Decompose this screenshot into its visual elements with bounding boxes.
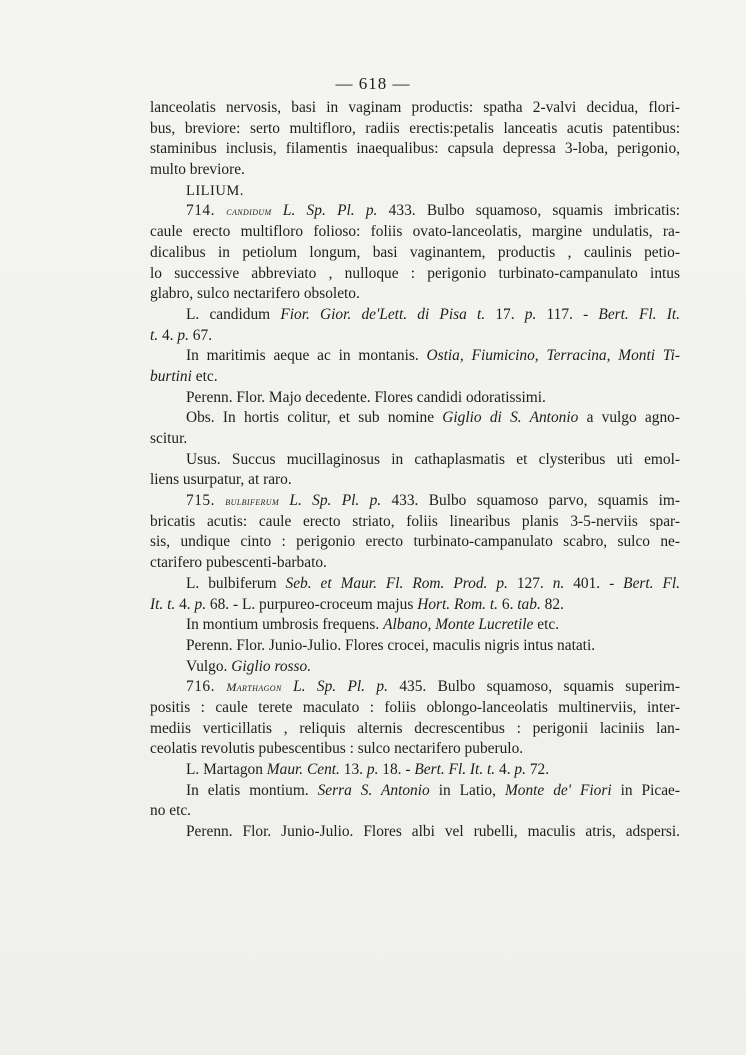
- text-line: dicalibus in petiolum longum, basi vaginantem, productis , caulinis petio-: [150, 243, 680, 261]
- flowering-line: Perenn. Flor. Junio-Julio. Flores crocei, maculis nigris intus natati.: [186, 636, 596, 654]
- observation-text: Obs. In hortis colitur, et sub nomine: [186, 409, 435, 427]
- synonym-name: L. candidum: [186, 305, 271, 323]
- species-number: 716.: [186, 678, 215, 696]
- reference: p.: [194, 595, 207, 613]
- text-line: mediis verticillatis , reliquis alternis decrescentibus : perigonii laciniis lan-: [150, 719, 680, 737]
- reference: Bert. Fl. It.: [598, 305, 680, 323]
- observation-text: a vulgo agno-: [586, 409, 680, 427]
- reference: Bert. Fl.: [623, 574, 680, 592]
- species-name: candidum: [226, 204, 272, 219]
- synonym-line: [150, 326, 680, 347]
- text-line: lanceolatis nervosis, basi in vaginam productis: spatha 2-valvi decidua, flori-: [150, 99, 680, 116]
- synonym-name: L. Martagon: [186, 761, 263, 778]
- vernacular-name: Giglio di S. Antonio: [442, 409, 579, 427]
- reference: p.: [524, 305, 537, 323]
- reference-number: 82.: [544, 595, 564, 613]
- species-description: 435. Bulbo squamoso, squamis superim-: [399, 678, 680, 696]
- species-number: 714.: [186, 202, 215, 220]
- vernacular-line: [150, 657, 680, 678]
- page-number: — 618 —: [335, 74, 411, 93]
- habitat-text: etc.: [537, 616, 560, 634]
- reference: Hort. Rom. t.: [417, 595, 499, 613]
- habitat-text: In maritimis aeque ac in montanis.: [186, 347, 419, 365]
- reference-number: 67.: [192, 326, 213, 344]
- text-line: ceolatis revolutis pubescentibus : sulco nectarifero puberulo.: [150, 740, 524, 758]
- text-line: liens usurpatur, at raro.: [150, 471, 292, 489]
- habitat-line: [150, 781, 680, 802]
- genus-heading: LILIUM.: [186, 182, 244, 199]
- reference: p.: [177, 326, 189, 344]
- text-line: caule erecto multifloro folioso: foliis ovato-lanceolatis, margine undulatis, ra-: [150, 223, 680, 241]
- text-line: scitur.: [150, 430, 188, 447]
- text-line: bus, breviore: serto multifloro, radiis erectis:petalis lanceatis acutis patentibus:: [150, 119, 680, 137]
- synonym-name: L. bulbiferum: [186, 574, 277, 592]
- text-block: [150, 98, 680, 843]
- habitat-text: etc.: [195, 367, 218, 385]
- reference: Maur. Cent.: [266, 761, 340, 778]
- flowering-line: Perenn. Flor. Majo decedente. Flores candidi odoratissimi.: [186, 388, 546, 406]
- species-number: 715.: [186, 492, 215, 510]
- habitat-line: [150, 615, 680, 636]
- habitat-line: [150, 346, 680, 367]
- species-authority: L. Sp. Pl. p.: [282, 202, 378, 220]
- text-line: staminibus inclusis, filamentis inaequalibus: capsula depressa 3-loba, perigonio,: [150, 140, 680, 158]
- text-line: no etc.: [150, 802, 192, 820]
- reference: p.: [514, 761, 526, 778]
- species-description: 433. Bulbo squamoso, squamis imbricatis:: [388, 202, 680, 220]
- reference-number: 127.: [516, 574, 544, 592]
- reference-number: 6.: [501, 595, 514, 613]
- reference-number: 68. - L. purpureo-croceum majus: [209, 595, 414, 613]
- usage-line: Usus. Succus mucillaginosus in cathaplasmatis et clysteribus uti emol-: [186, 450, 680, 468]
- locality: Albano, Monte Lucretile: [383, 616, 534, 634]
- habitat-text: in Picae-: [620, 781, 680, 799]
- reference-number: 4.: [179, 595, 191, 613]
- text-line: lo successive abbreviato , nulloque : perigonio turbinato-campanulato intus: [150, 264, 680, 282]
- synonym-line: [150, 305, 680, 326]
- habitat-text: in Latio,: [438, 781, 496, 799]
- reference: p.: [366, 761, 379, 778]
- reference: Fior. Gior. de'Lett. di Pisa t.: [280, 305, 486, 323]
- species-name: bulbiferum: [225, 494, 280, 509]
- reference-number: 18. -: [382, 761, 411, 778]
- reference-number: 4.: [161, 326, 174, 344]
- locality: Ostia, Fiumicino, Terracina, Monti Ti-: [426, 347, 680, 365]
- synonym-line: [150, 574, 680, 595]
- locality: Serra S. Antonio: [317, 781, 430, 799]
- reference: t.: [150, 326, 159, 344]
- text-line: positis : caule terete maculato : foliis oblongo-lanceolatis multinerviis, inter-: [150, 698, 680, 716]
- species-authority: L. Sp. Pl. p.: [289, 492, 382, 510]
- text-line: sis, undique cinto : perigonio erecto turbinato-campanulato scabro, sulco ne-: [150, 533, 680, 551]
- text-line: glabro, sulco nectarifero obsoleto.: [150, 285, 360, 303]
- reference-number: 13.: [343, 761, 364, 778]
- reference-number: 401. -: [573, 574, 615, 592]
- species-description: 433. Bulbo squamoso parvo, squamis im-: [391, 492, 680, 510]
- reference: tab.: [517, 595, 541, 613]
- reference: n.: [552, 574, 565, 592]
- synonym-line: [150, 595, 680, 616]
- habitat-line: [150, 367, 680, 388]
- synonym-line: [150, 760, 680, 781]
- species-714-heading: [150, 201, 680, 222]
- text-line: ctarifero pubescenti-barbato.: [150, 554, 327, 572]
- reference: Seb. et Maur. Fl. Rom. Prod. p.: [285, 574, 508, 592]
- species-authority: L. Sp. Pl. p.: [293, 678, 388, 696]
- reference: Bert. Fl. It. t.: [414, 761, 496, 778]
- species-name: Marthagon: [226, 680, 282, 695]
- species-716-heading: [150, 677, 680, 698]
- reference-number: 4.: [499, 761, 511, 778]
- vernacular-label: Vulgo.: [186, 657, 228, 675]
- reference-number: 117. -: [546, 305, 589, 323]
- observation-line: [150, 408, 680, 429]
- vernacular-name: Giglio rosso.: [231, 657, 312, 675]
- reference-number: 72.: [529, 761, 550, 778]
- text-line: multo breviore.: [150, 161, 245, 179]
- flowering-line: Perenn. Flor. Junio-Julio. Flores albi vel rubelli, maculis atris, adspersi.: [186, 823, 680, 841]
- habitat-text: In elatis montium.: [186, 781, 309, 799]
- locality: burtini: [150, 367, 192, 385]
- reference: It. t.: [150, 595, 176, 613]
- text-line: bricatis acutis: caule erecto striato, foliis linearibus planis 3-5-nerviis spar-: [150, 512, 680, 530]
- locality: Monte de' Fiori: [504, 781, 612, 799]
- reference-number: 17.: [495, 305, 515, 323]
- habitat-text: In montium umbrosis frequens.: [186, 616, 380, 634]
- species-715-heading: [150, 491, 680, 512]
